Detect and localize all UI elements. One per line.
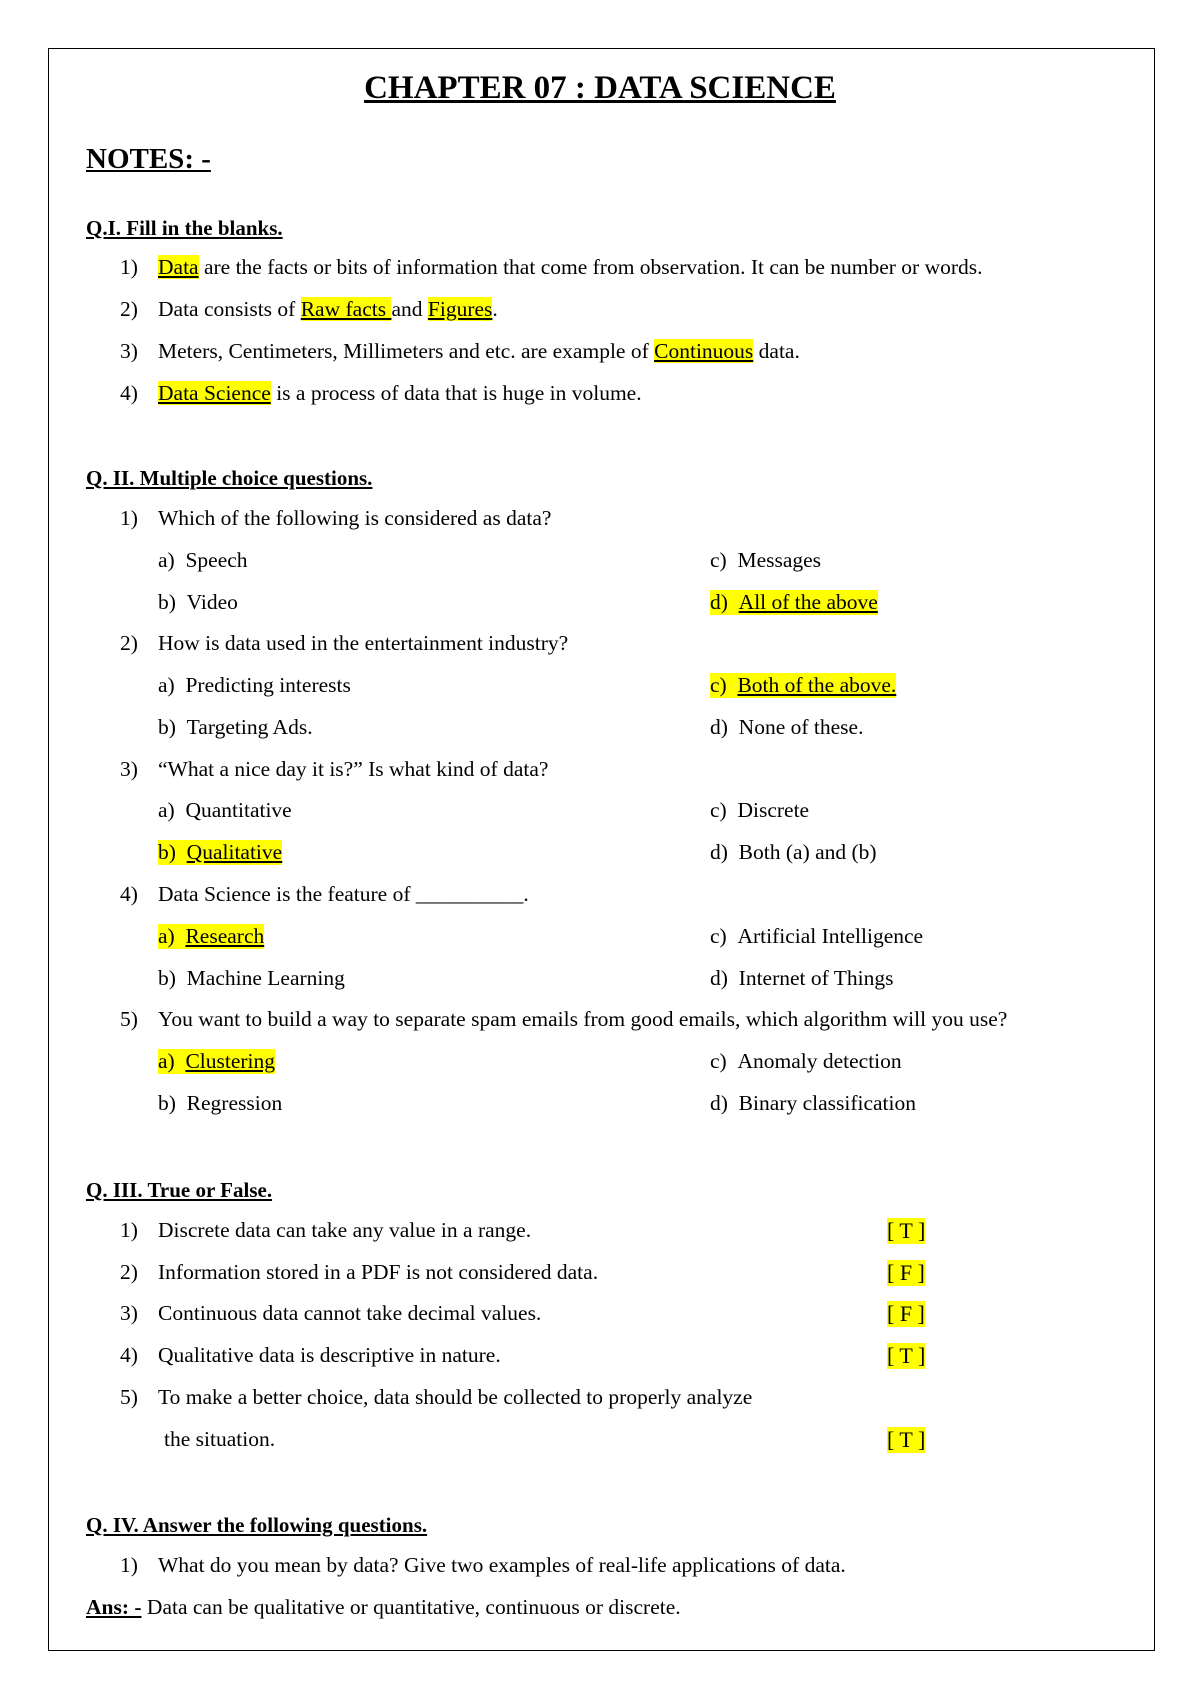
- option-text: Quantitative: [185, 798, 292, 822]
- item-text-part: Meters, Centimeters, Millimeters and etc. are example of: [158, 339, 655, 363]
- item-number: 2): [120, 297, 138, 321]
- section-heading-q2: Q. II. Multiple choice questions.: [86, 466, 373, 490]
- item-number: 5): [120, 1385, 138, 1409]
- option-text: Discrete: [737, 798, 810, 822]
- option-text: Both (a) and (b): [738, 840, 877, 864]
- correct-option: [158, 924, 264, 949]
- option-text: All of the above: [738, 590, 878, 614]
- option-letter: b): [158, 590, 176, 614]
- item-text: Information stored in a PDF is not considered data.: [158, 1260, 599, 1284]
- item-number: 2): [120, 1260, 138, 1284]
- option-text: Predicting interests: [185, 673, 351, 697]
- option-letter: d): [710, 1091, 728, 1115]
- option: [710, 798, 809, 823]
- option-text: Research: [185, 924, 265, 948]
- item-text-part: .: [492, 297, 498, 321]
- correct-option: [710, 673, 896, 698]
- item-text: Discrete data can take any value in a range.: [158, 1218, 532, 1242]
- item-text: To make a better choice, data should be collected to properly analyze: [158, 1385, 753, 1409]
- option: [158, 1091, 282, 1116]
- option-letter: a): [158, 924, 175, 948]
- item-text-part: data.: [753, 339, 800, 363]
- question-number: 5): [120, 1007, 138, 1031]
- option: [158, 548, 248, 573]
- option: [710, 966, 894, 991]
- item-text: [158, 255, 983, 280]
- option-letter: c): [710, 924, 727, 948]
- tf-answer: [ T ]: [887, 1427, 926, 1452]
- option-text: Both of the above.: [737, 673, 897, 697]
- question-text: “What a nice day it is?” Is what kind of data?: [158, 757, 549, 781]
- tf-answer: [ T ]: [887, 1218, 926, 1243]
- option-text: Qualitative: [186, 840, 283, 864]
- item-text-part: is a process of data that is huge in volume.: [270, 381, 642, 405]
- tf-answer: [ T ]: [887, 1343, 926, 1368]
- blank-answer: Continuous: [654, 339, 754, 363]
- item-text-rest: are the facts or bits of information that come from observation. It can be number or words.: [198, 255, 983, 279]
- option: [710, 548, 821, 573]
- question-number: 4): [120, 882, 138, 906]
- option: [710, 1049, 902, 1074]
- question-number: 3): [120, 757, 138, 781]
- option-text: Clustering: [185, 1049, 276, 1073]
- option-letter: c): [710, 673, 727, 697]
- question-text: Data Science is the feature of __________.: [158, 882, 529, 906]
- option-letter: b): [158, 1091, 176, 1115]
- option-letter: b): [158, 966, 176, 990]
- section-heading-q4: Q. IV. Answer the following questions.: [86, 1513, 428, 1537]
- option-letter: d): [710, 590, 728, 614]
- option-letter: d): [710, 715, 728, 739]
- blank-answer: Data Science: [158, 381, 271, 405]
- blank-answer: Data: [158, 255, 199, 279]
- option-text: Speech: [185, 548, 248, 572]
- correct-option: [158, 840, 282, 865]
- question-number: 1): [120, 506, 138, 530]
- option: [710, 924, 923, 949]
- item-number: 1): [120, 255, 138, 279]
- option-text: None of these.: [738, 715, 864, 739]
- option-letter: b): [158, 840, 176, 864]
- option-letter: a): [158, 1049, 175, 1073]
- item-text: Qualitative data is descriptive in nature.: [158, 1343, 501, 1367]
- option: [710, 840, 877, 865]
- item-number: 1): [120, 1218, 138, 1242]
- item-text-part: Data consists of: [158, 297, 301, 321]
- item-text: [158, 381, 642, 406]
- question-text: How is data used in the entertainment industry?: [158, 631, 569, 655]
- question-number: 2): [120, 631, 138, 655]
- option-text: Video: [186, 590, 238, 614]
- item-text: What do you mean by data? Give two examples of real-life applications of data.: [158, 1553, 846, 1577]
- item-number: 1): [120, 1553, 138, 1577]
- item-number: 4): [120, 1343, 138, 1367]
- option-letter: a): [158, 673, 175, 697]
- option: [158, 966, 345, 991]
- answer-text: Data can be qualitative or quantitative, continuous or discrete.: [141, 1595, 681, 1619]
- tf-answer: [ F ]: [887, 1301, 925, 1326]
- correct-option: [710, 590, 878, 615]
- option-letter: d): [710, 966, 728, 990]
- option-letter: c): [710, 1049, 727, 1073]
- option-letter: a): [158, 548, 175, 572]
- item-text-continued: the situation.: [164, 1427, 276, 1451]
- question-text: Which of the following is considered as data?: [158, 506, 552, 530]
- option-text: Regression: [186, 1091, 283, 1115]
- option-letter: a): [158, 798, 175, 822]
- blank-answer: Figures: [427, 297, 493, 321]
- question-text: You want to build a way to separate spam emails from good emails, which algorithm will you use?: [158, 1007, 1008, 1031]
- option-text: Targeting Ads.: [186, 715, 313, 739]
- option: [158, 715, 313, 740]
- answer-line: [86, 1595, 681, 1620]
- option-text: Internet of Things: [738, 966, 894, 990]
- answer-label: Ans: -: [86, 1595, 142, 1619]
- option-text: Anomaly detection: [737, 1049, 902, 1073]
- item-text: [158, 297, 498, 322]
- chapter-title: CHAPTER 07 : DATA SCIENCE: [364, 70, 836, 106]
- option: [158, 673, 351, 698]
- option-text: Machine Learning: [186, 966, 345, 990]
- correct-option: [158, 1049, 275, 1074]
- item-text-part: and: [391, 297, 428, 321]
- blank-answer: Raw facts: [300, 297, 392, 321]
- option-text: Artificial Intelligence: [737, 924, 924, 948]
- item-text: [158, 339, 800, 364]
- option-text: Messages: [737, 548, 822, 572]
- tf-answer: [ F ]: [887, 1260, 925, 1285]
- option: [158, 590, 238, 615]
- option: [710, 715, 863, 740]
- option-letter: c): [710, 798, 727, 822]
- section-heading-q3: Q. III. True or False.: [86, 1178, 273, 1202]
- section-heading-q1: Q.I. Fill in the blanks.: [86, 216, 283, 240]
- option: [710, 1091, 916, 1116]
- option-text: Binary classification: [738, 1091, 916, 1115]
- item-number: 3): [120, 1301, 138, 1325]
- item-number: 4): [120, 381, 138, 405]
- notes-heading: NOTES: -: [86, 143, 211, 175]
- item-text: Continuous data cannot take decimal values.: [158, 1301, 542, 1325]
- option-letter: b): [158, 715, 176, 739]
- option: [158, 798, 292, 823]
- item-number: 3): [120, 339, 138, 363]
- option-letter: d): [710, 840, 728, 864]
- option-letter: c): [710, 548, 727, 572]
